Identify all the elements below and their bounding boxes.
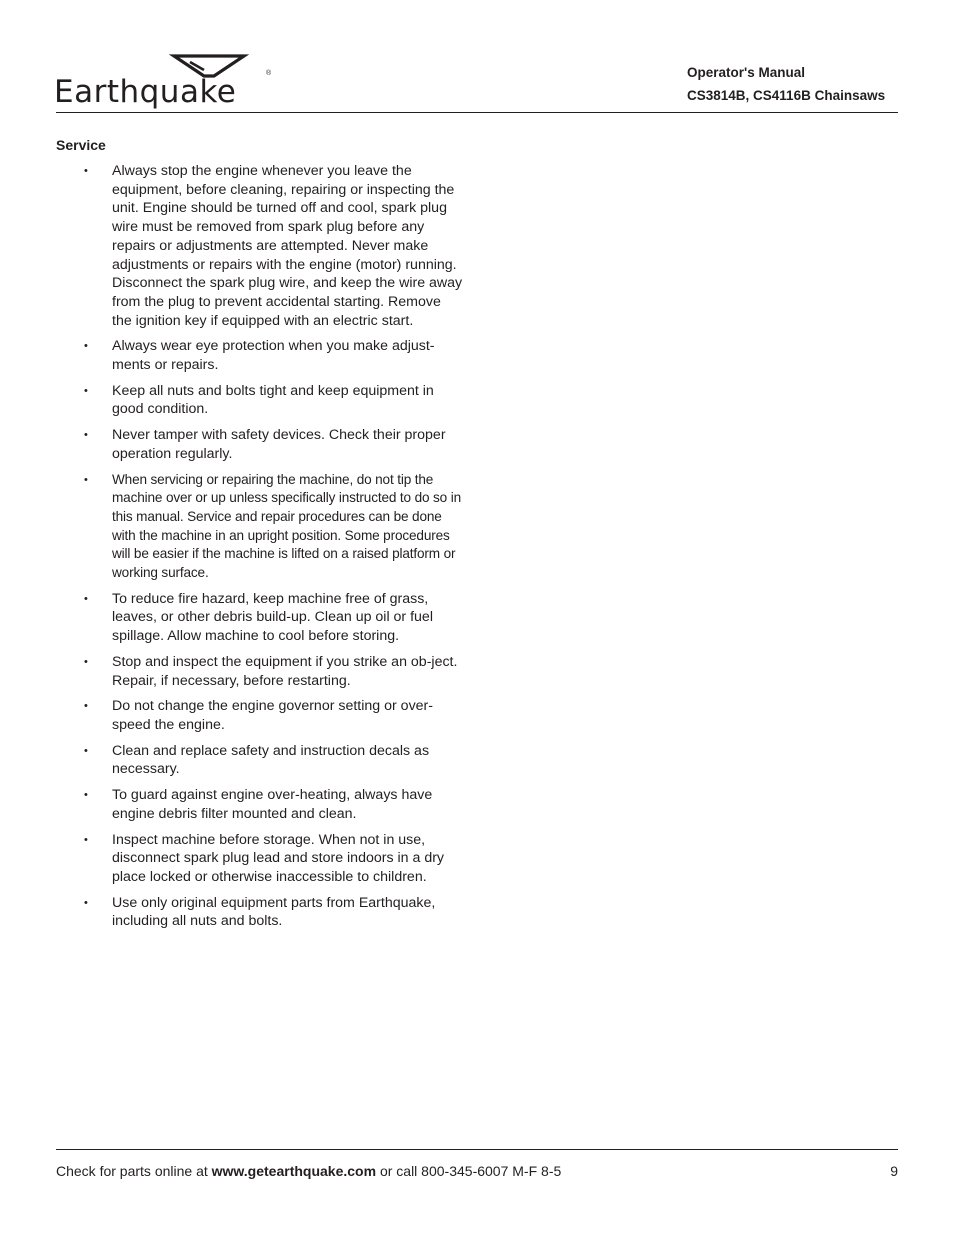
bullet-icon: • <box>84 896 88 909</box>
registered-mark: ® <box>266 70 272 77</box>
list-item-text: Inspect machine before storage. When not in use, disconnect spark plug lead and store indoors in a dry place locked or otherwise inaccessible to children. <box>112 831 445 885</box>
page-footer <box>56 1163 898 1179</box>
bullet-icon: • <box>84 655 88 668</box>
footer-website-link[interactable]: www.getearthquake.com <box>211 1163 377 1179</box>
list-item-text: Clean and replace safety and instruction decals as necessary. <box>112 742 430 778</box>
list-item <box>84 162 464 330</box>
list-item-text: Always stop the engine whenever you leave the equipment, before cleaning, repairing or inspecting the unit. Engine should be turned off and cool, spark plug wire must be removed from spark plug before any repairs or adjustments are attempted. Never make adjustments or repairs with the engine (motor) running. Disconnect the spark plug wire, and keep the wire away from the plug to prevent accidental starting. Remove the ignition key if equipped with an electric start. <box>112 163 463 329</box>
bullet-icon: • <box>84 592 88 605</box>
list-item <box>84 742 464 779</box>
footer-divider <box>56 1149 898 1150</box>
list-item <box>84 786 464 823</box>
list-item <box>84 382 464 419</box>
list-item <box>84 653 464 690</box>
list-item-text: Keep all nuts and bolts tight and keep equipment in good condition. <box>112 382 434 418</box>
logo-wordmark: Earthquake <box>54 74 237 110</box>
list-item <box>84 697 464 734</box>
bullet-icon: • <box>84 384 88 397</box>
list-item-text: Stop and inspect the equipment if you strike an ob-ject. Repair, if necessary, before restarting. <box>112 653 458 689</box>
list-item-text: To guard against engine over-heating, always have engine debris filter mounted and clean. <box>112 787 433 822</box>
bullet-icon: • <box>84 833 88 846</box>
list-item-text: Never tamper with safety devices. Check their proper operation regularly. <box>112 427 446 462</box>
list-item <box>84 471 464 583</box>
list-item <box>84 337 464 374</box>
list-item <box>84 590 464 646</box>
list-item-text: Do not change the engine governor setting or over-speed the engine. <box>112 698 433 733</box>
header-divider <box>56 112 898 113</box>
model-numbers: CS3814B, CS4116B Chainsaws <box>687 88 886 103</box>
bullet-icon: • <box>84 340 88 353</box>
earthquake-logo <box>54 52 276 116</box>
list-item-text: When servicing or repairing the machine, do not tip the machine over or up unless specifically instructed to do so in this manual. Service and repair procedures can be done with the machine in an upright position. Some procedures will be easier if the machine is lifted on a raised platform or working surface. <box>112 471 462 581</box>
list-item <box>84 426 464 463</box>
list-item-text: To reduce fire hazard, keep machine free of grass, leaves, or other debris build-up. Clean up oil or fuel spillage. Allow machine to cool before storing. <box>112 590 433 645</box>
list-item <box>84 894 464 931</box>
section-title: Service <box>56 137 106 153</box>
list-item-text: Always wear eye protection when you make adjust-ments or repairs. <box>112 338 435 374</box>
footer-phone-text: or call 800-345-6007 M-F 8-5 <box>376 1163 562 1179</box>
service-bullet-list <box>84 162 464 938</box>
footer-prefix: Check for parts online at <box>56 1163 212 1179</box>
bullet-icon: • <box>84 473 88 486</box>
bullet-icon: • <box>84 429 88 442</box>
list-item-text: Use only original equipment parts from Earthquake, including all nuts and bolts. <box>112 894 436 930</box>
header-right <box>687 61 885 107</box>
page-number: 9 <box>890 1163 898 1179</box>
bullet-icon: • <box>84 744 88 757</box>
bullet-icon: • <box>84 700 88 713</box>
manual-title: Operator's Manual <box>687 65 805 80</box>
bullet-icon: • <box>84 165 88 177</box>
bullet-icon: • <box>84 789 88 802</box>
list-item <box>84 831 464 887</box>
